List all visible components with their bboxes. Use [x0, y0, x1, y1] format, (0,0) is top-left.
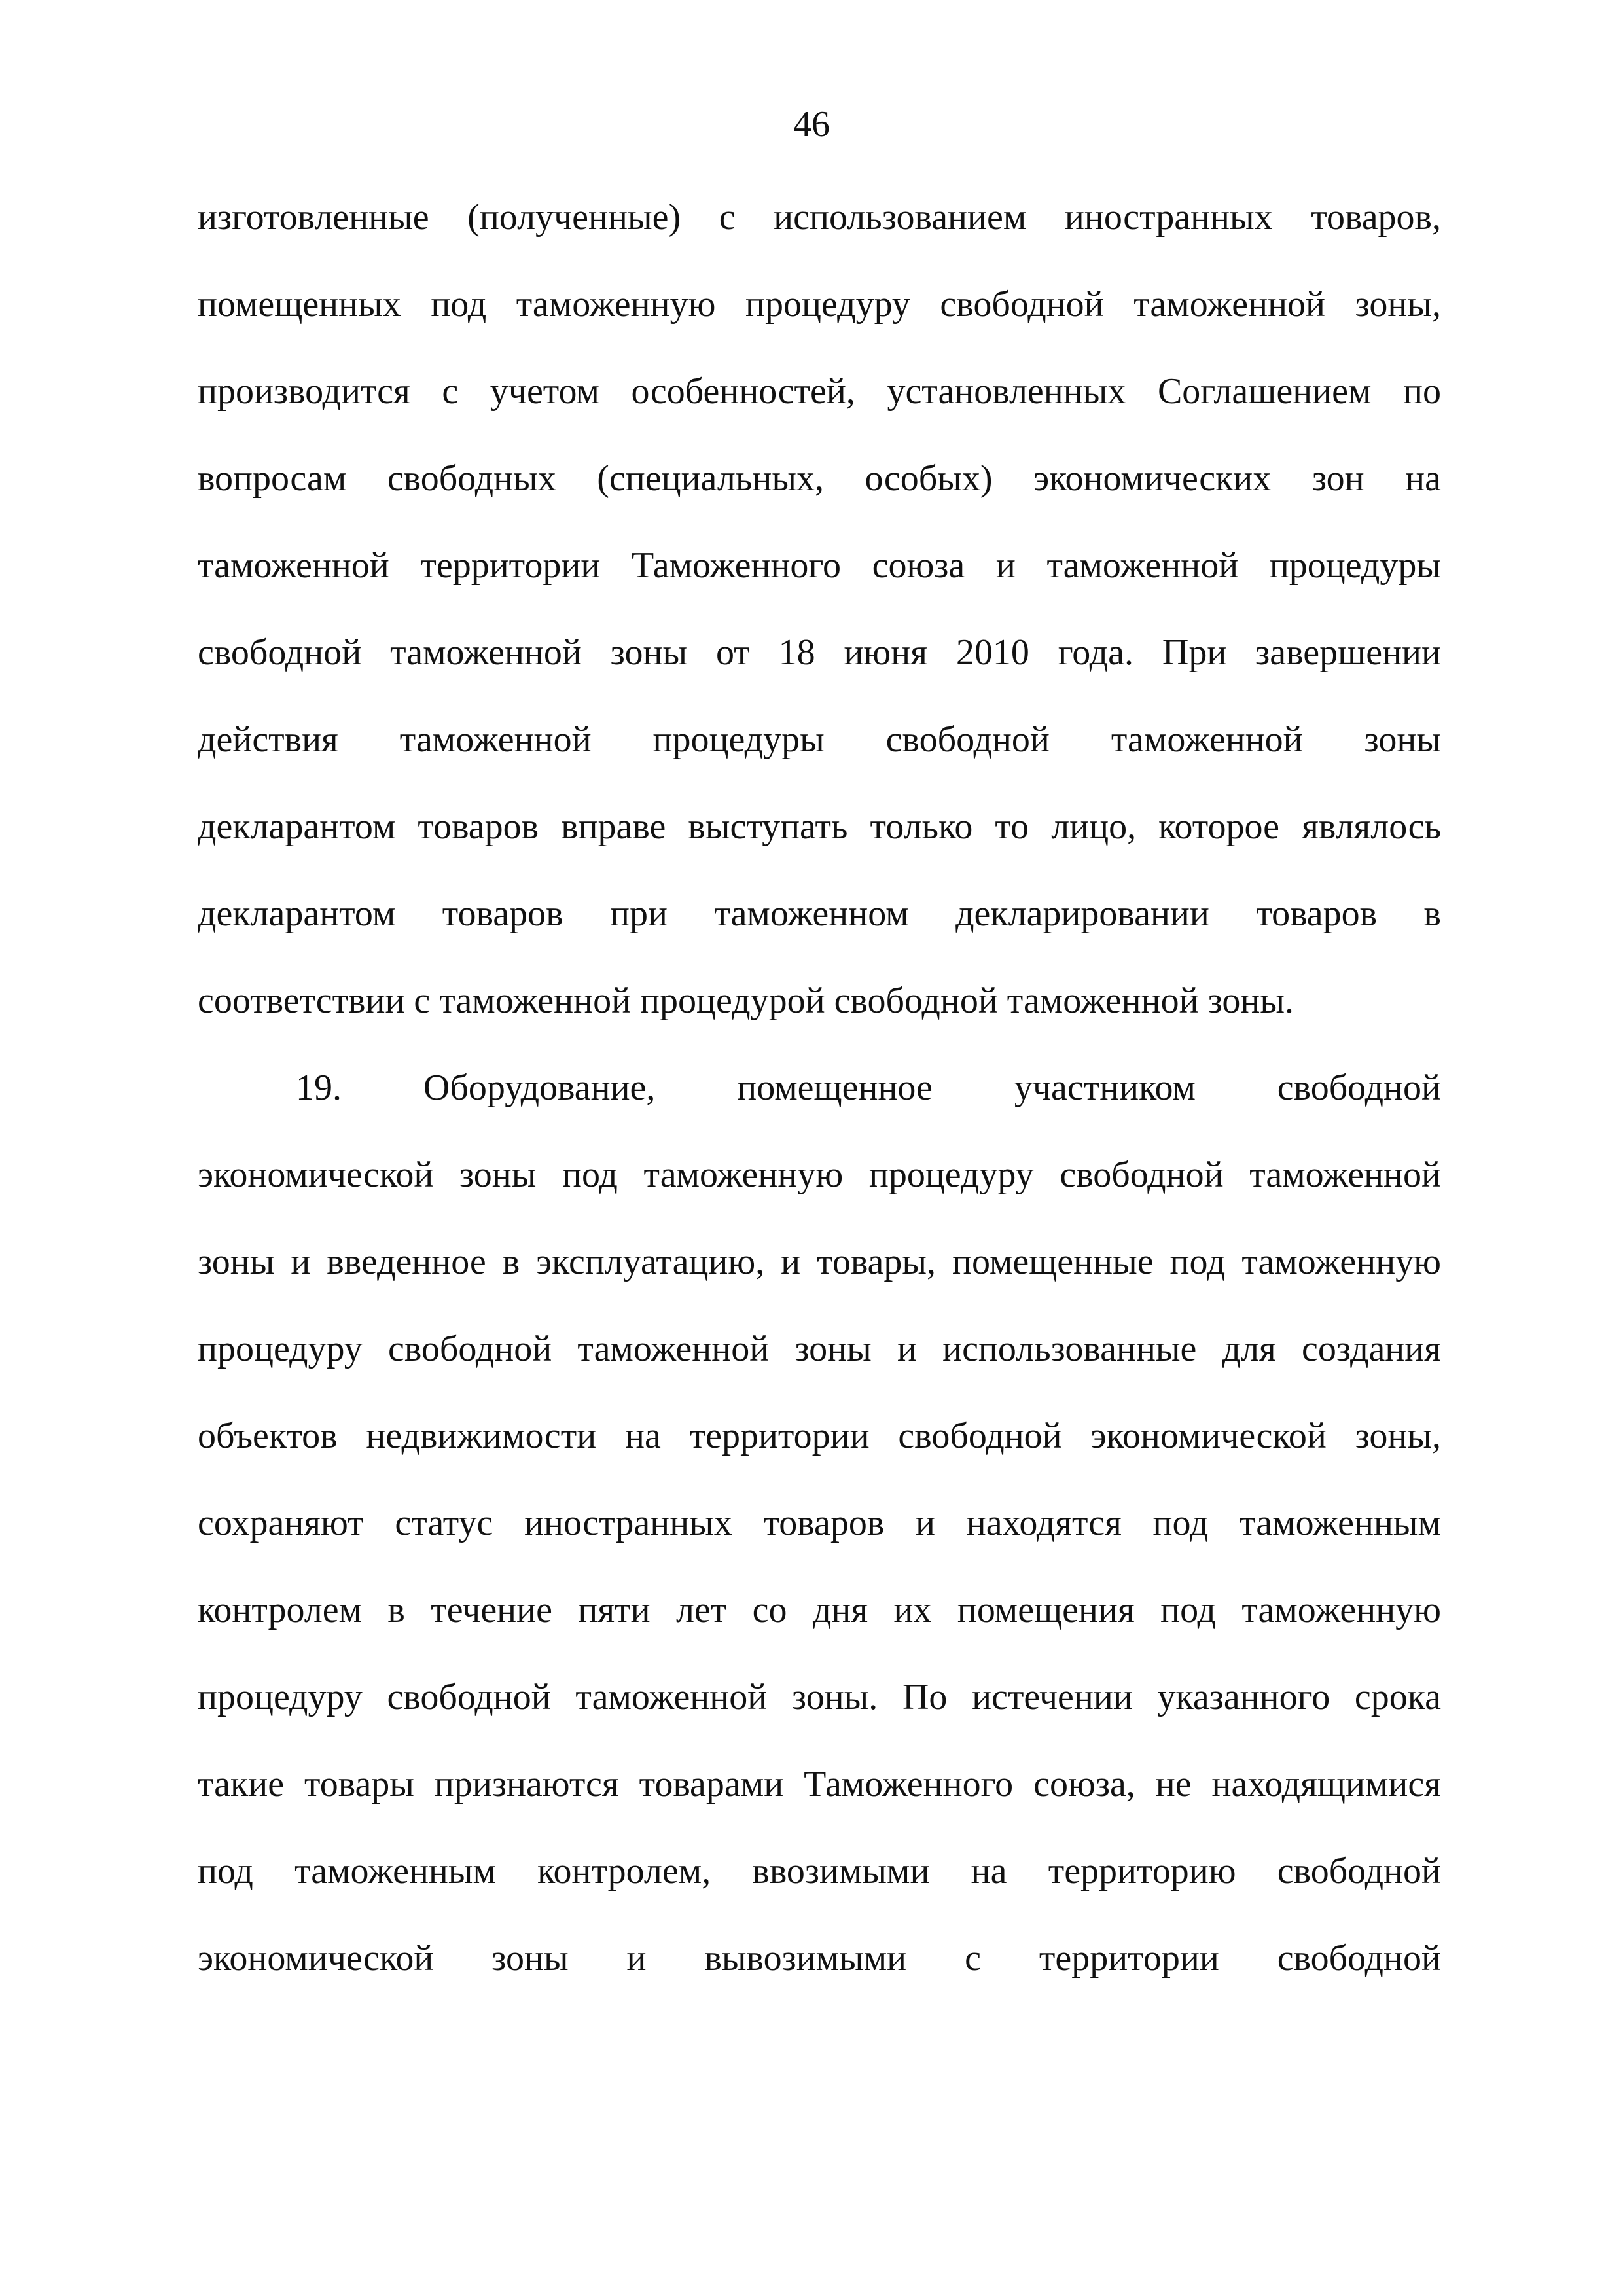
text-line: помещенных под таможенную процедуру свободной таможенной зоны,: [198, 284, 1441, 325]
text-line: изготовленные (полученные) с использованием иностранных товаров,: [198, 197, 1441, 238]
text-line: под таможенным контролем, ввозимыми на территорию свободной: [198, 1851, 1441, 1892]
text-line: процедуру свободной таможенной зоны и использованные для создания: [198, 1329, 1441, 1369]
page-number: 46: [793, 104, 830, 145]
text-line: экономической зоны и вывозимыми с территории свободной: [198, 1938, 1441, 1979]
text-line: 19. Оборудование, помещенное участником свободной: [296, 1067, 1441, 1108]
text-line: сохраняют статус иностранных товаров и находятся под таможенным: [198, 1503, 1441, 1543]
text-line: процедуру свободной таможенной зоны. По истечении указанного срока: [198, 1677, 1441, 1717]
text-line: такие товары признаются товарами Таможенного союза, не находящимися: [198, 1764, 1441, 1804]
text-line: экономической зоны под таможенную процедуру свободной таможенной: [198, 1155, 1441, 1195]
text-line: контролем в течение пяти лет со дня их помещения под таможенную: [198, 1590, 1441, 1630]
text-line: зоны и введенное в эксплуатацию, и товары, помещенные под таможенную: [198, 1242, 1441, 1282]
text-line: вопросам свободных (специальных, особых) экономических зон на: [198, 458, 1441, 499]
text-line: объектов недвижимости на территории свободной экономической зоны,: [198, 1416, 1441, 1456]
text-line: декларантом товаров вправе выступать только то лицо, которое являлось: [198, 806, 1441, 847]
text-line: декларантом товаров при таможенном декларировании товаров в: [198, 893, 1441, 934]
text-line: соответствии с таможенной процедурой свободной таможенной зоны.: [198, 980, 1294, 1021]
text-line: свободной таможенной зоны от 18 июня 2010 года. При завершении: [198, 632, 1441, 673]
text-line: действия таможенной процедуры свободной таможенной зоны: [198, 719, 1441, 760]
text-line: производится с учетом особенностей, установленных Соглашением по: [198, 371, 1441, 412]
text-line: таможенной территории Таможенного союза и таможенной процедуры: [198, 545, 1441, 586]
